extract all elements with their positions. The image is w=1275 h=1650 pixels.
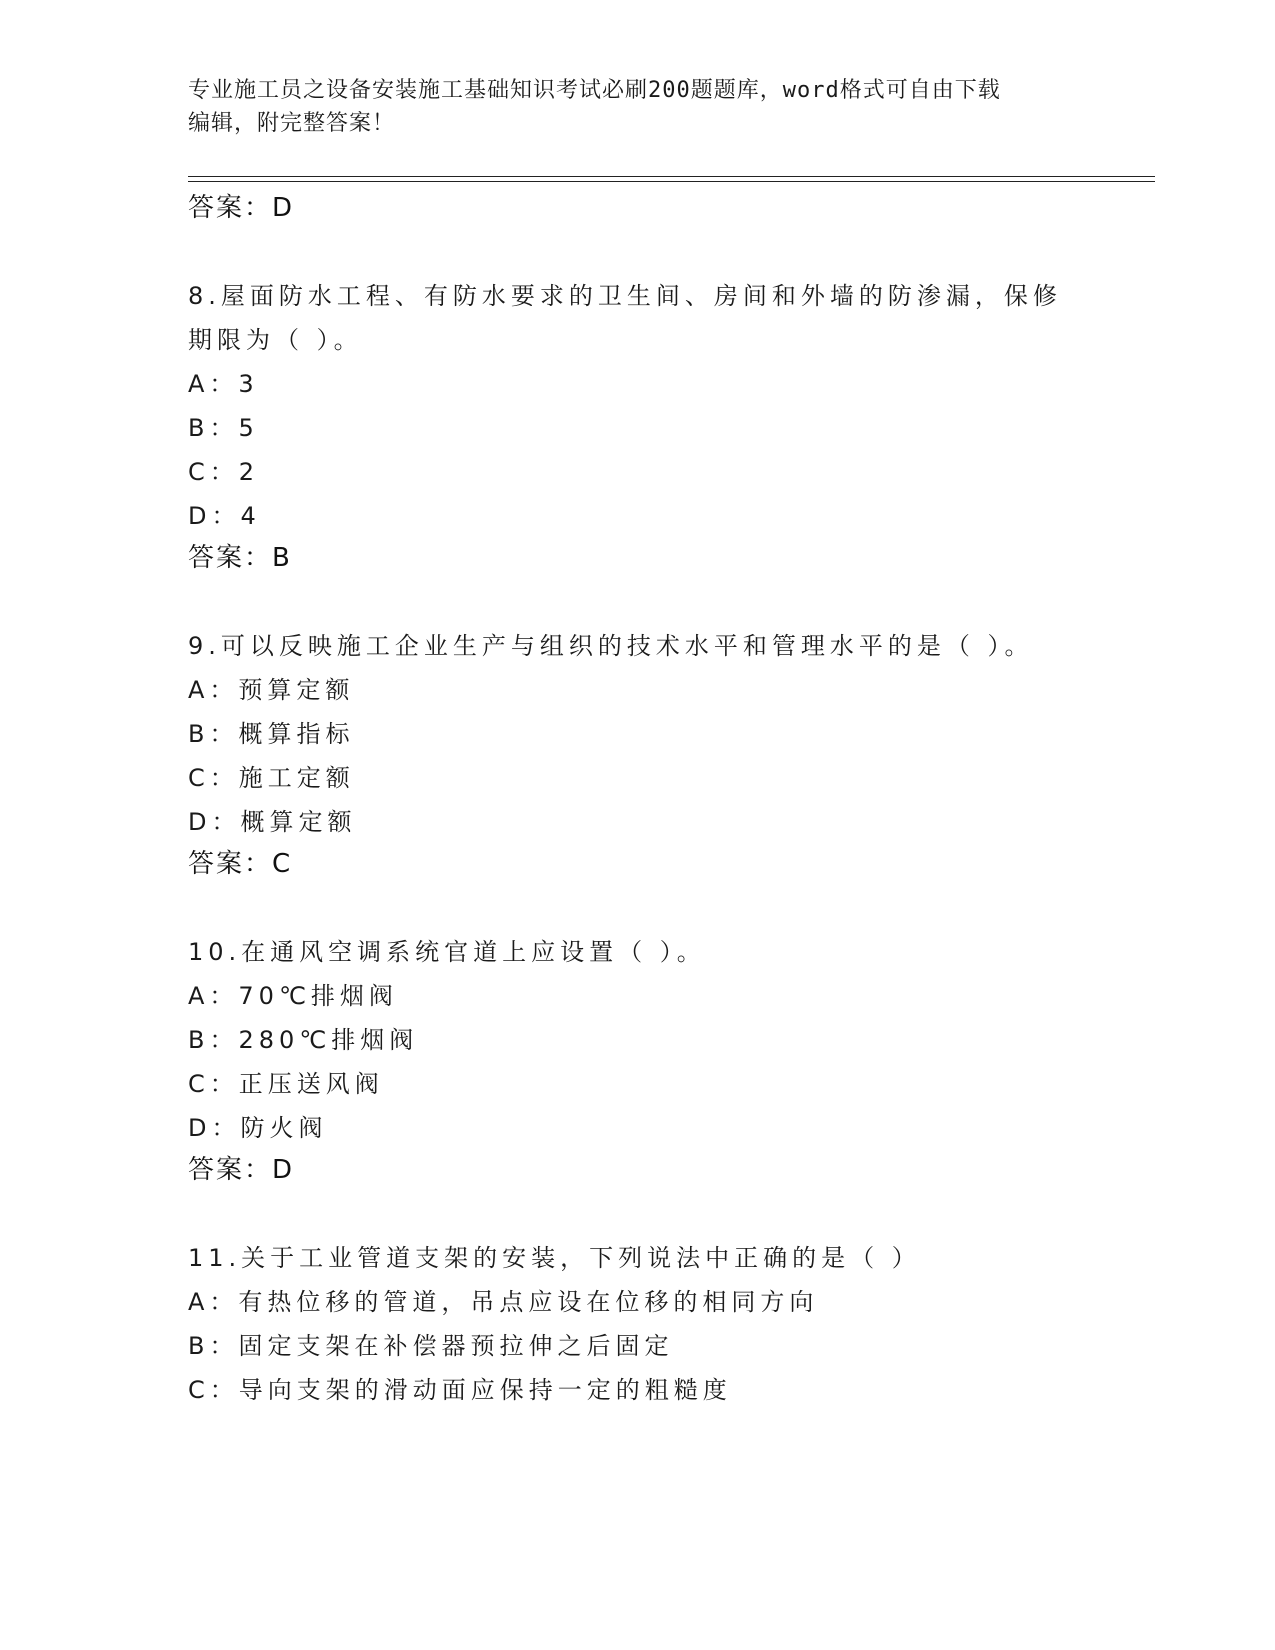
question-8-option-a: A：3 <box>188 370 259 398</box>
question-8-option-d: D：4 <box>188 502 261 530</box>
question-10-option-a: A：70℃排烟阀 <box>188 982 398 1010</box>
header-divider-bottom <box>188 181 1155 182</box>
question-10-answer: 答案：D <box>188 1155 295 1185</box>
question-10-stem: 10.在通风空调系统官道上应设置（ ）。 <box>188 938 706 966</box>
question-9-stem: 9.可以反映施工企业生产与组织的技术水平和管理水平的是（ ）。 <box>188 632 1034 660</box>
header-title-line-2: 编辑，附完整答案！ <box>188 111 396 136</box>
question-8-stem-line-1: 8.屋面防水工程、有防水要求的卫生间、房间和外墙的防渗漏，保修 <box>188 282 1062 310</box>
question-10-option-d: D：防火阀 <box>188 1114 328 1142</box>
header-title-line-1: 专业施工员之设备安装施工基础知识考试必刷200题题库，word格式可自由下载 <box>188 78 1001 103</box>
header-divider-top <box>188 176 1155 177</box>
question-11-option-c: C：导向支架的滑动面应保持一定的粗糙度 <box>188 1376 732 1404</box>
question-9-option-a: A：预算定额 <box>188 676 355 704</box>
question-8-option-c: C：2 <box>188 458 260 486</box>
question-8-stem-line-2: 期限为（ ）。 <box>188 326 363 354</box>
document-header <box>188 74 1088 140</box>
question-11-option-a: A：有热位移的管道，吊点应设在位移的相同方向 <box>188 1288 819 1316</box>
question-8-answer: 答案：B <box>188 543 292 573</box>
question-11-stem: 11.关于工业管道支架的安装，下列说法中正确的是（ ） <box>188 1244 921 1272</box>
question-9-option-c: C：施工定额 <box>188 764 355 792</box>
answer-line: 答案：D <box>188 193 295 223</box>
question-10-option-c: C：正压送风阀 <box>188 1070 384 1098</box>
question-11-option-b: B：固定支架在补偿器预拉伸之后固定 <box>188 1332 674 1360</box>
question-9-option-b: B：概算指标 <box>188 720 355 748</box>
question-9-answer: 答案：C <box>188 849 293 879</box>
question-9-option-d: D：概算定额 <box>188 808 357 836</box>
question-10-option-b: B：280℃排烟阀 <box>188 1026 419 1054</box>
question-8-option-b: B：5 <box>188 414 259 442</box>
